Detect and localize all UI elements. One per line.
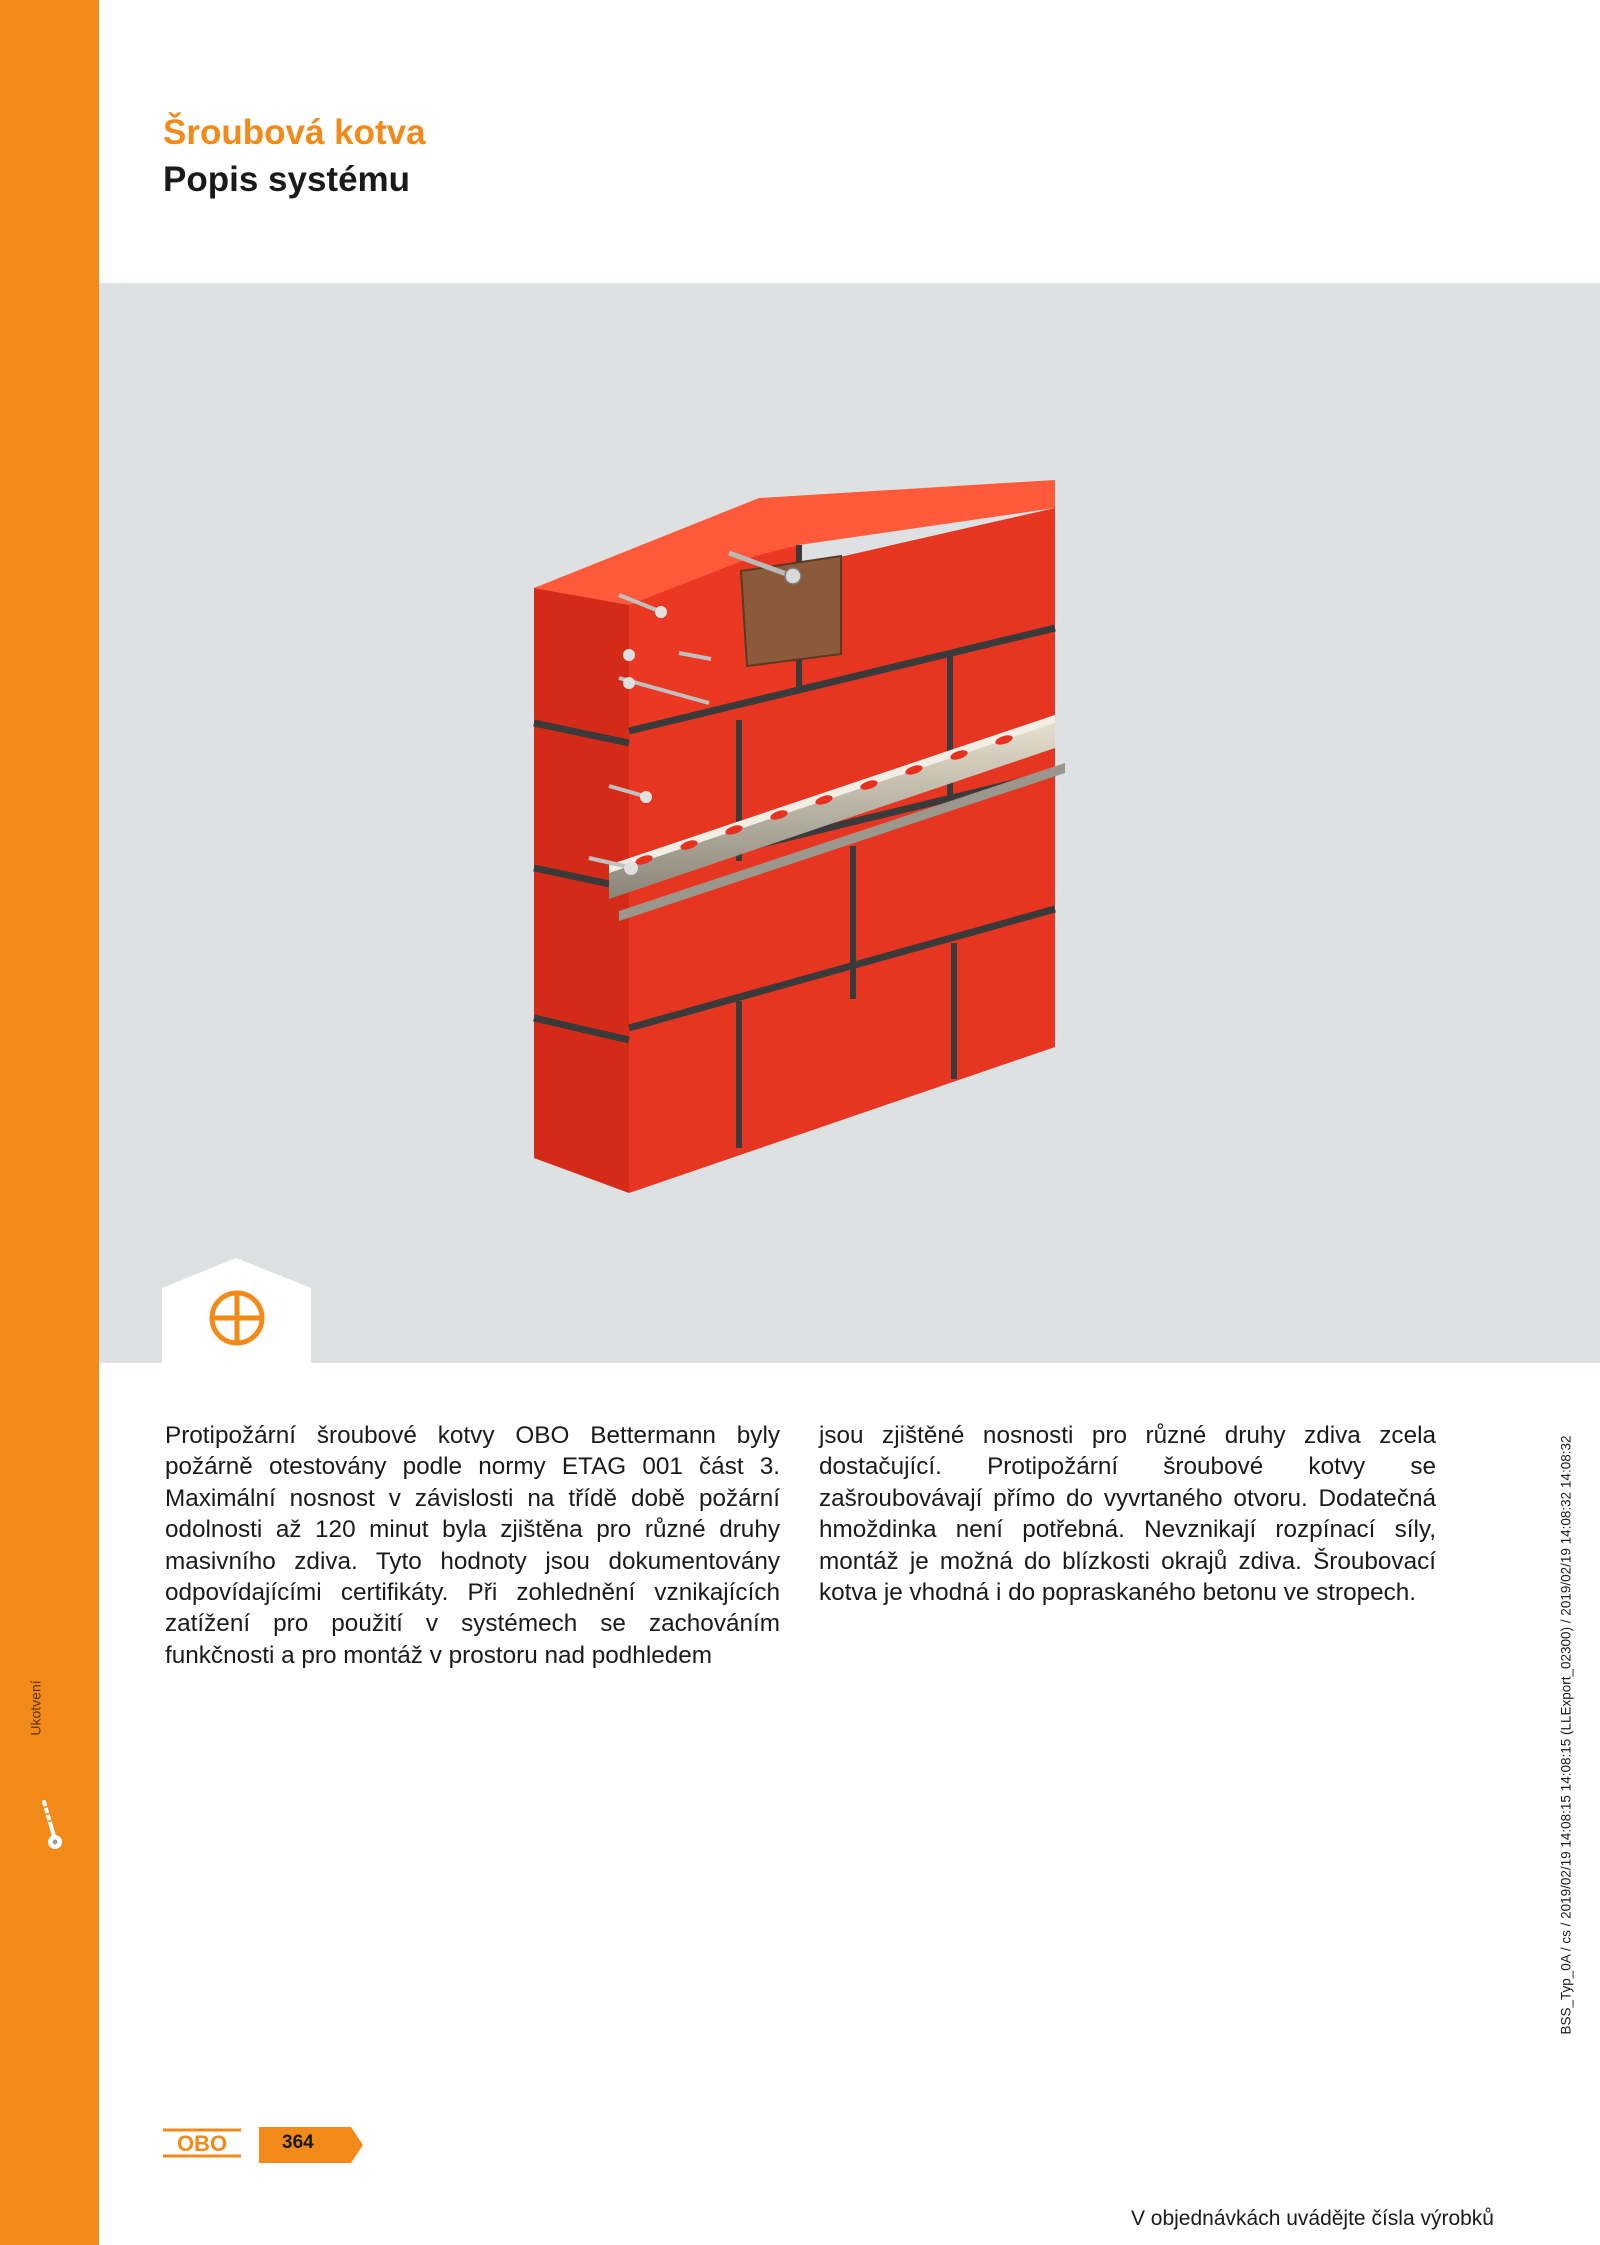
body-text-column-1: Protipožární šroubové kotvy OBO Bettermann byly požárně otestovány podle normy ETAG 001 část 3. Maximální nosnost v závislosti na třídě době požární odolnosti až 120 minut byla zjištěna pro různé druhy masivního zdiva. Tyto hodnoty jsou dokumentovány odpovídajícími certifikáty. Při zohlednění vznikajících zatížení pro použití v systémech se zachováním funkčnosti a pro montáž v prostoru nad podhledem xyxy=(165,1422,780,1669)
body-text-column-2: jsou zjištěné nosnosti pro různé druhy zdiva zcela dostačující. Protipožární šroubové kotvy se zašroubovávají přímo do vyvrtaného otvoru. Dodatečná hmoždinka není potřebná. Nevznikají rozpínací síly, montáž je možná do blízkosti okrajů zdiva. Šroubovací kotva je vhodná i do popraskaného betonu ve stropech. xyxy=(819,1422,1436,1607)
section-label: Ukotvení xyxy=(27,1680,44,1736)
svg-text:OBO: OBO xyxy=(176,2131,228,2156)
plus-circle-icon xyxy=(212,1293,262,1343)
page-subtitle: Popis systému xyxy=(163,160,411,199)
footer-note: V objednávkách uvádějte čísla výrobků xyxy=(1130,2207,1494,2230)
screw-anchor-icon xyxy=(36,1798,66,1858)
brick-wall-illustration xyxy=(99,283,1600,1363)
hero-illustration-panel xyxy=(99,283,1600,1363)
obo-logo xyxy=(163,2128,241,2158)
sidebar xyxy=(0,0,99,2245)
page-title: Šroubová kotva xyxy=(163,113,426,152)
plus-circle-badge xyxy=(162,1258,311,1363)
print-metadata: BSS_Typ_0A / cs / 2019/02/19 14:08:15 14:08:15 (LLExport_02300) / 2019/02/19 14:08:32 14:08:32 xyxy=(1558,1435,1574,2035)
page-number: 364 xyxy=(282,2132,314,2153)
